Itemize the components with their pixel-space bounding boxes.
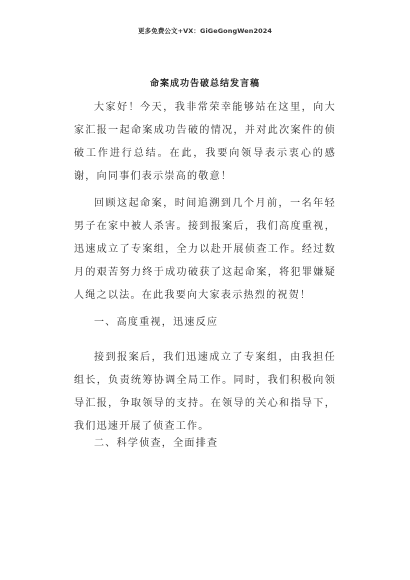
header-note: 更多免费公文+VX：GiGeGongWen2024	[138, 27, 272, 35]
paragraph-greeting: 大家好！今天，我非常荣幸能够站在这里，向大家汇报一起命案成功告破的情况，并对此次案件的侦破工作进行总结。在此，我要向领导表示衷心的感谢，向同事们表示崇高的敬意！	[74, 102, 336, 182]
section-heading-1: 一、高度重视，迅速反应	[94, 317, 219, 328]
document-title: 命案成功告破总结发言稿	[149, 79, 260, 89]
paragraph-task-force: 接到报案后，我们迅速成立了专案组，由我担任组长，负责统筹协调全局工作。同时，我们积极向领导汇报，争取领导的支持。在领导的关心和指导下，我们迅速开展了侦查工作。	[74, 352, 336, 432]
section-heading-2: 二、科学侦查，全面排查	[94, 438, 219, 449]
paragraph-case-review: 回顾这起命案，时间追溯到几个月前，一名年轻男子在家中被人杀害。接到报案后，我们高度重视，迅速成立了专案组，全力以赴开展侦查工作。经过数月的艰苦努力终于成功破获了这起命案，将犯罪嫌疑人绳之以法。在此我要向大家表示热烈的祝贺！	[74, 198, 336, 301]
